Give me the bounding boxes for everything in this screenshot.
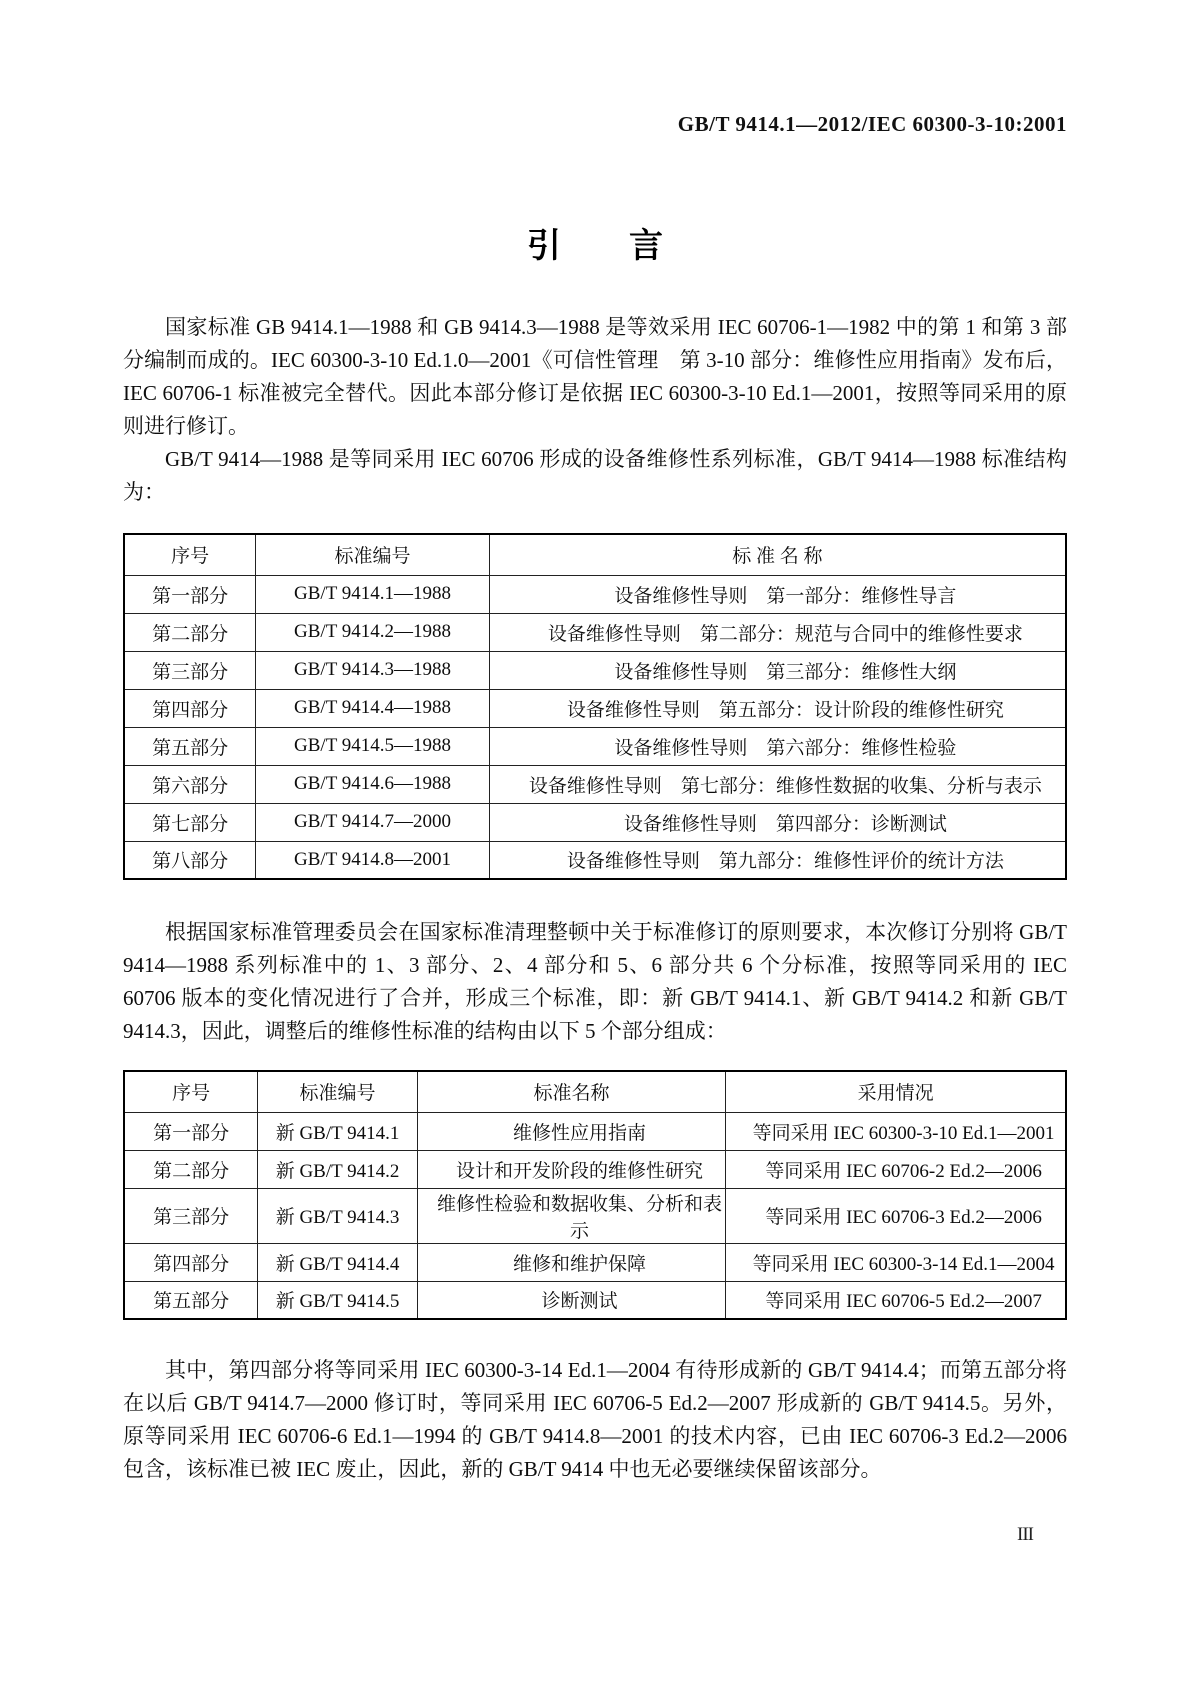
- table-cell: 第七部分: [124, 803, 256, 841]
- table-cell: 第一部分: [124, 575, 256, 613]
- table-cell: 维修性应用指南: [417, 1112, 725, 1150]
- table-header-cell: 标准名称: [417, 1071, 725, 1112]
- table-cell: GB/T 9414.7—2000: [256, 803, 490, 841]
- table-cell: 第六部分: [124, 765, 256, 803]
- table-cell: 等同采用 IEC 60706-5 Ed.2—2007: [726, 1281, 1066, 1319]
- table-cell: 等同采用 IEC 60300-3-10 Ed.1—2001: [726, 1112, 1066, 1150]
- table-cell: 第四部分: [124, 1243, 258, 1281]
- table-cell: 第五部分: [124, 727, 256, 765]
- table-cell: 设备维修性导则 第九部分：维修性评价的统计方法: [489, 841, 1066, 879]
- table-cell: GB/T 9414.6—1988: [256, 765, 490, 803]
- table-cell: 新 GB/T 9414.4: [258, 1243, 418, 1281]
- standards-table-new-structure: [123, 1070, 1067, 1320]
- table-row: [124, 727, 1066, 765]
- table-cell: 设备维修性导则 第一部分：维修性导言: [489, 575, 1066, 613]
- table-row: [124, 575, 1066, 613]
- table-cell: 新 GB/T 9414.3: [258, 1188, 418, 1243]
- table-cell: 第三部分: [124, 1188, 258, 1243]
- table-row: [124, 765, 1066, 803]
- table-cell: 第四部分: [124, 689, 256, 727]
- table-row: [124, 803, 1066, 841]
- table-header-cell: 标准编号: [258, 1071, 418, 1112]
- table-cell: GB/T 9414.1—1988: [256, 575, 490, 613]
- table-row: [124, 1243, 1066, 1281]
- table-cell: 第一部分: [124, 1112, 258, 1150]
- table-row: [124, 1281, 1066, 1319]
- table-cell: GB/T 9414.3—1988: [256, 651, 490, 689]
- table-row: [124, 1188, 1066, 1243]
- table-header-cell: 标准编号: [256, 534, 490, 575]
- table-row: [124, 1112, 1066, 1150]
- table-cell: 第八部分: [124, 841, 256, 879]
- closing-paragraph: 其中，第四部分将等同采用 IEC 60300-3-14 Ed.1—2004 有待形成新的 GB/T 9414.4；而第五部分将在以后 GB/T 9414.7—2000 修订时，等同采用 IEC 60706-5 Ed.2—2007 形成新的 GB/T 9414.5。另外，原等同采用 IEC 60706-6 Ed.1—1994 的 GB/T 9414.8—2001 的技术内容，已由 IEC 60706-3 Ed.2—2006 包含，该标准已被 IEC 废止，因此，新的 GB/T 9414 中也无必要继续保留该部分。: [123, 1358, 1067, 1481]
- table-cell: GB/T 9414.2—1988: [256, 613, 490, 651]
- table-header-row: [124, 1071, 1066, 1112]
- table-row: [124, 841, 1066, 879]
- table-cell: 等同采用 IEC 60706-2 Ed.2—2006: [726, 1150, 1066, 1188]
- table-cell: 设备维修性导则 第三部分：维修性大纲: [489, 651, 1066, 689]
- table-cell: 第二部分: [124, 1150, 258, 1188]
- intro-paragraph-1: 国家标准 GB 9414.1—1988 和 GB 9414.3—1988 是等效采用 IEC 60706-1—1982 中的第 1 和第 3 部分编制而成的。IEC 60300-3-10 Ed.1.0—2001《可信性管理 第 3-10 部分：维修性应用指南》发布后，IEC 60706-1 标准被完全替代。因此本部分修订是依据 IEC 60300-3-10 Ed.1—2001，按照等同采用的原则进行修订。: [123, 315, 1067, 438]
- table-cell: 设备维修性导则 第七部分：维修性数据的收集、分析与表示: [489, 765, 1066, 803]
- table-cell: 设备维修性导则 第四部分：诊断测试: [489, 803, 1066, 841]
- table-cell: 维修和维护保障: [417, 1243, 725, 1281]
- page-number: III: [1017, 1524, 1033, 1545]
- table-cell: 等同采用 IEC 60706-3 Ed.2—2006: [726, 1188, 1066, 1243]
- table-header-cell: 标 准 名 称: [489, 534, 1066, 575]
- revision-paragraph: 根据国家标准管理委员会在国家标准清理整顿中关于标准修订的原则要求，本次修订分别将 GB/T 9414—1988 系列标准中的 1、3 部分、2、4 部分和 5、6 部分共 6 个分标准，按照等同采用的 IEC 60706 版本的变化情况进行了合并，形成三个标准，即：新 GB/T 9414.1、新 GB/T 9414.2 和新 GB/T 9414.3，因此，调整后的维修性标准的结构由以下 5 个部分组成：: [123, 920, 1067, 1043]
- table-cell: 设备维修性导则 第五部分：设计阶段的维修性研究: [489, 689, 1066, 727]
- table-cell: 等同采用 IEC 60300-3-14 Ed.1—2004: [726, 1243, 1066, 1281]
- standards-table-1988-series: [123, 533, 1067, 880]
- table-header-cell: 序号: [124, 1071, 258, 1112]
- table-cell: 新 GB/T 9414.2: [258, 1150, 418, 1188]
- table-cell: 新 GB/T 9414.1: [258, 1112, 418, 1150]
- table-row: [124, 689, 1066, 727]
- table-cell: 第二部分: [124, 613, 256, 651]
- table-cell: 设计和开发阶段的维修性研究: [417, 1150, 725, 1188]
- table-row: [124, 613, 1066, 651]
- page-title: 引 言: [527, 227, 663, 265]
- table-cell: GB/T 9414.4—1988: [256, 689, 490, 727]
- table-row: [124, 651, 1066, 689]
- table-cell: 维修性检验和数据收集、分析和表示: [417, 1188, 725, 1243]
- table-cell: GB/T 9414.8—2001: [256, 841, 490, 879]
- table-cell: 第三部分: [124, 651, 256, 689]
- table-cell: 第五部分: [124, 1281, 258, 1319]
- table-cell: 新 GB/T 9414.5: [258, 1281, 418, 1319]
- page-content: [123, 0, 1067, 1486]
- table-cell: GB/T 9414.5—1988: [256, 727, 490, 765]
- table-header-cell: 序号: [124, 534, 256, 575]
- intro-paragraph-2: GB/T 9414—1988 是等同采用 IEC 60706 形成的设备维修性系列标准，GB/T 9414—1988 标准结构为：: [123, 447, 1067, 504]
- table-header-cell: 采用情况: [726, 1071, 1066, 1112]
- table-row: [124, 1150, 1066, 1188]
- table-cell: 设备维修性导则 第二部分：规范与合同中的维修性要求: [489, 613, 1066, 651]
- table-cell: 设备维修性导则 第六部分：维修性检验: [489, 727, 1066, 765]
- table-header-row: [124, 534, 1066, 575]
- standard-code-header: GB/T 9414.1—2012/IEC 60300-3-10:2001: [677, 112, 1067, 136]
- table-cell: 诊断测试: [417, 1281, 725, 1319]
